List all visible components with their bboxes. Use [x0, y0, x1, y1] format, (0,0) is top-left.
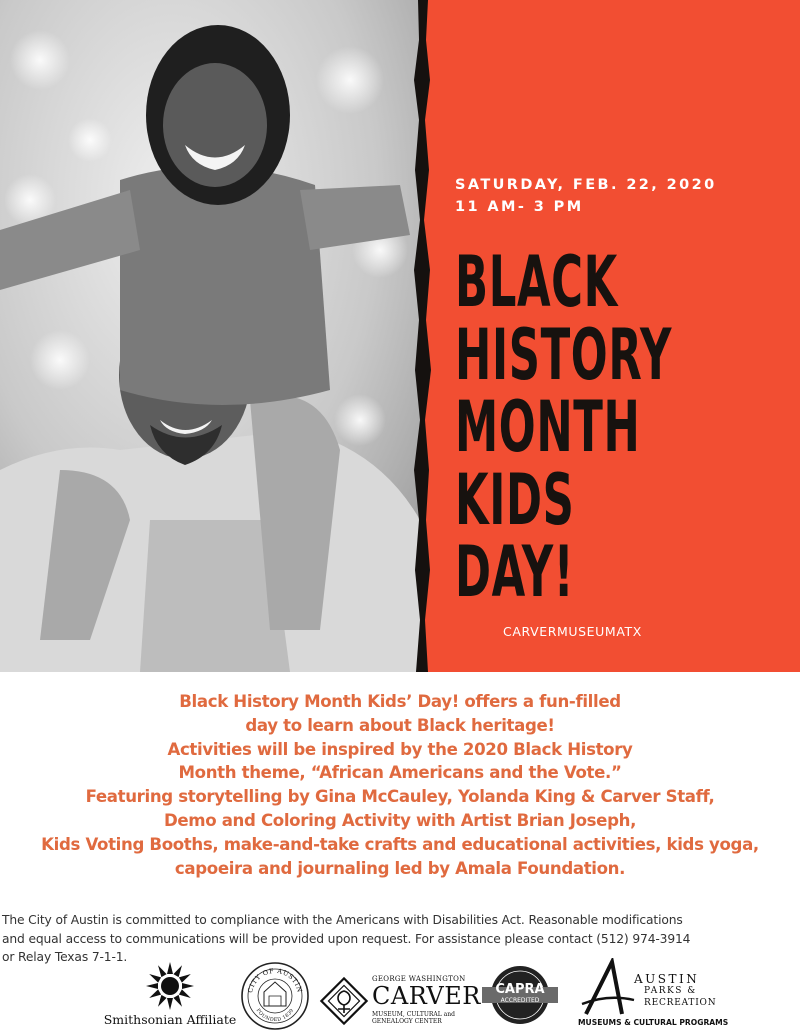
- capra-subtitle: ACCREDITED: [500, 997, 540, 1004]
- city-seal-icon: [240, 960, 310, 1032]
- austin-parks-line-4: MUSEUMS & CULTURAL PROGRAMS: [578, 1018, 729, 1027]
- carver-subline: GENEALOGY CENTER: [372, 1018, 442, 1025]
- carver-subline: MUSEUM, CULTURAL and: [372, 1011, 455, 1018]
- seal-ring-text: CITY OF AUSTIN: [246, 966, 304, 994]
- father-child-photo: [0, 0, 430, 672]
- time-line: 11 AM- 3 PM: [455, 199, 584, 215]
- description-line: Featuring storytelling by Gina McCauley, Yolanda King & Carver Staff,: [85, 787, 715, 807]
- title-line: MONTH: [455, 386, 641, 468]
- description-line: Black History Month Kids’ Day! offers a fun-filled: [179, 692, 621, 711]
- austin-parks-line-3: RECREATION: [644, 998, 717, 1008]
- austin-parks-line-2: PARKS &: [644, 986, 697, 996]
- description-line: Activities will be inspired by the 2020 Black History: [167, 739, 633, 759]
- carver-museum-logo: [318, 975, 481, 1027]
- description-line: Month theme, “African Americans and the Vote.”: [178, 763, 622, 783]
- austin-parks-line-1: AUSTIN: [634, 972, 700, 986]
- description-line: day to learn about Black heritage!: [245, 715, 555, 735]
- capra-accredited-badge: [478, 965, 562, 1025]
- ada-line: or Relay Texas 7-1-1.: [2, 950, 128, 964]
- sunburst-icon: [100, 960, 240, 1012]
- title-line: KIDS: [455, 458, 575, 541]
- event-date: [455, 174, 717, 218]
- carver-line-3: [372, 1011, 455, 1025]
- event-description: [0, 690, 800, 880]
- smithsonian-label: Smithsonian Affiliate: [103, 1012, 237, 1027]
- city-of-austin-seal: [240, 960, 310, 1032]
- diamond-emblem-icon: [318, 975, 370, 1027]
- torn-paper-edge: [408, 0, 438, 672]
- austin-parks-recreation-logo: [578, 958, 729, 1030]
- date-line: SATURDAY, FEB. 22, 2020: [455, 177, 717, 193]
- capra-title: CAPRA: [495, 982, 545, 997]
- seal-founded-text: FOUNDED 1839: [254, 1008, 296, 1024]
- description-line: Demo and Coloring Activity with Artist Brian Joseph,: [163, 810, 637, 830]
- triangle-a-icon: [578, 958, 638, 1018]
- description-line: capoeira and journaling led by Amala Foundation.: [174, 858, 626, 878]
- social-handle: CARVERMUSEUMATX: [503, 624, 642, 639]
- carver-line-1: GEORGE WASHINGTON: [372, 975, 466, 983]
- title-line: BLACK: [455, 241, 618, 323]
- title-line: HISTORY: [455, 313, 673, 396]
- smithsonian-affiliate-logo: [100, 960, 240, 1030]
- event-title: [455, 241, 673, 613]
- title-line: DAY!: [455, 531, 575, 613]
- ada-line: The City of Austin is committed to compliance with the Americans with Disabilities Act. Reasonable modifications: [2, 913, 683, 927]
- ada-line: and equal access to communications will be provided upon request. For assistance please contact (512) 974-3914: [2, 931, 691, 946]
- description-line: Kids Voting Booths, make-and-take crafts and educational activities, kids yoga,: [41, 834, 759, 854]
- carver-line-2: CARVER: [372, 982, 481, 1010]
